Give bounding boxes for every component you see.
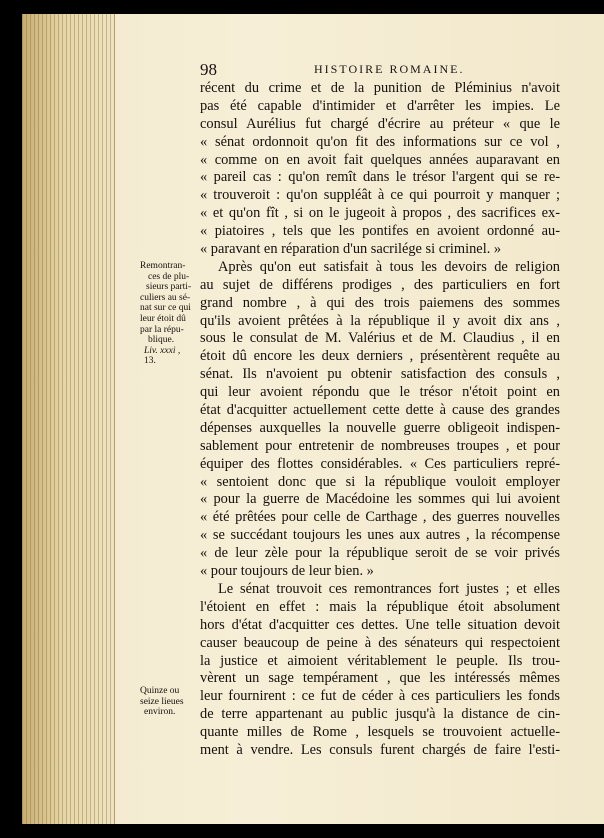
text-line: ment à vendre. Les consuls furent chargés de faire l'esti- <box>200 741 560 758</box>
text-line: « pour la guerre de Macédoine les sommes qui lui avoient <box>200 491 560 508</box>
text-line: grand nombre , à qui des trois paiemens des sommes <box>200 294 560 311</box>
text-line: Le sénat trouvoit ces remontrances fort justes ; et elles <box>218 580 560 597</box>
text-line: la justice et aimoient véritablement le peuple. Ils trou- <box>200 652 560 669</box>
note-line: environ. <box>144 707 176 718</box>
note-line: Remontran- <box>140 261 186 271</box>
note-line: ces de plu- <box>148 271 190 282</box>
text-line: Après qu'on eut satisfait à tous les devoirs de religion <box>218 258 560 275</box>
note-line: Liv. xxxi , <box>144 345 181 356</box>
page-header <box>200 60 560 78</box>
text-line: sénat. Ils n'avoient pu obtenir satisfaction des consuls , <box>200 366 560 383</box>
note-line: sieurs parti- <box>146 282 192 293</box>
text-line: quante milles de Rome , lesquels se trouvoient actuelle- <box>200 724 560 741</box>
text-line: « sentoient donc que si la république vouloit employer <box>200 473 560 490</box>
text-line: qui leur avoient répondu que le trésor n'étoit point en <box>200 384 560 401</box>
text-line: sablement pour entretenir de nombreuses troupes , et pour <box>200 437 560 454</box>
text-line: vèrent un sage tempérament , que les intéressés mêmes <box>200 670 560 687</box>
text-line: pas été capable d'intimider et d'arrêter les impies. Le <box>200 97 560 114</box>
text-line: étoit dû encore les deux derniers , présentèrent requête au <box>200 348 560 365</box>
text-line: consul Aurélius fut chargé d'écrire au préteur « que le <box>200 115 560 132</box>
text-line: « piatoires , tels que les pontifes en avoient ordonné au- <box>200 223 560 240</box>
page-number: 98 <box>200 60 217 79</box>
note-line: blique. <box>148 335 175 346</box>
text-line: sous le consulat de M. Valérius et de M. Claudius , il en <box>200 330 560 347</box>
text-line: hors d'état d'acquitter ces dettes. Une telle situation devoit <box>200 616 560 633</box>
note-line: Quinze ou <box>140 686 180 696</box>
text-line: « et qu'on fît , si on le jugeoit à propos , des sacrifices ex- <box>200 205 560 222</box>
text-line: « comme on en avoit fait quelques années auparavant en <box>200 151 560 168</box>
margin-note-quinze-lieues <box>140 686 200 718</box>
text-line: « se succédant toujours les unes aux autres , la récompense <box>200 527 560 544</box>
note-line: nat sur ce qui <box>140 303 191 314</box>
text-line: récent du crime et de la punition de Pléminius n'avoit <box>200 80 560 96</box>
text-line: leur fournirent : ce fut de céder à ces particuliers les fonds <box>200 688 560 705</box>
note-line: culiers au sé- <box>140 292 191 303</box>
text-line: équiper des flottes considérables. « Ces particuliers repré- <box>200 455 560 472</box>
text-line: dépenses auxquelles la nouvelle guerre obligeoit indispen- <box>200 419 560 436</box>
text-line: « trouveroit : qu'on suppléât à ce qui pourroit y manquer ; <box>200 187 560 204</box>
page-edges <box>22 14 115 824</box>
text-line: « été prêtées pour celle de Carthage , des guerres nouvelles <box>200 509 560 526</box>
main-text <box>200 80 560 760</box>
running-head: HISTOIRE ROMAINE. <box>314 62 465 76</box>
text-line: l'étoient en effet : mais la république étoit absolument <box>200 598 560 615</box>
text-line: « pareil cas : qu'on remît dans le trésor l'argent qui se re- <box>200 169 560 186</box>
book-page <box>22 14 604 824</box>
text-line: « de leur zèle pour la république seroit de se voir privés <box>200 545 560 562</box>
text-line: état d'acquitter actuellement cette dette à cause des grandes <box>200 402 560 419</box>
text-line: « sénat ordonnoit qu'on fit des informations sur ce vol , <box>200 133 560 150</box>
text-line: « paravant en réparation d'un sacrilége si criminel. » <box>200 241 502 258</box>
text-line: de terre appartenant au public jusqu'à la distance de cin- <box>200 706 560 723</box>
text-line: causer beaucoup de peine à des sénateurs qui respectoient <box>200 634 560 651</box>
text-line: au sujet de différens prodiges , des particuliers en fort <box>200 276 560 293</box>
note-line: leur étoit dû <box>140 313 186 324</box>
note-line: 13. <box>144 356 156 367</box>
text-line: qu'ils avoient prêtées à la république il y avoit dix ans , <box>200 312 560 329</box>
text-line: « pour toujours de leur bien. » <box>200 563 374 580</box>
note-line: par la répu- <box>140 324 184 335</box>
margin-note-remontrances <box>140 261 200 367</box>
note-line: seize lieues <box>140 696 184 707</box>
